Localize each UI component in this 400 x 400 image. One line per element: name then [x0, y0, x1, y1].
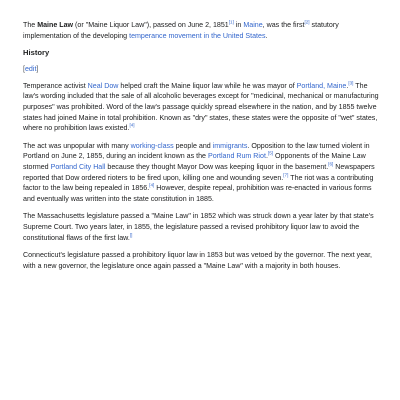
paragraph-riot: [23, 141, 379, 205]
citation-1[interactable]: [1]: [228, 19, 234, 25]
text: helped craft the Maine liquor law while he was mayor of: [118, 81, 297, 90]
citation-6[interactable]: [6]: [328, 161, 334, 167]
text: The: [23, 21, 38, 29]
citation-2[interactable]: [2]: [304, 19, 310, 25]
text: However, despite repeal, prohibition was re-enacted in various forms and eventually was written into the state constitution in 1885.: [23, 184, 372, 203]
paragraph-massachusetts: [23, 211, 379, 243]
citation-8[interactable]: [4]: [149, 182, 155, 188]
link-portland-maine[interactable]: Portland, Maine: [296, 81, 347, 90]
text: , was the first: [262, 21, 305, 29]
link-neal-dow[interactable]: Neal Dow: [87, 81, 119, 90]
citation-4[interactable]: [4]: [129, 122, 135, 128]
text: The law's wording included that the sale of all alcoholic beverages except for "medicinal, mechanical or manufacturing purposes" was prohibited. Word of the law's passage quickly spread elsewhere in the nation, and by 1855 twelve states had joined Maine in total prohibition. Known as "dry" states, these states were the opposite of "wet" states, where no prohibition laws existed.: [23, 81, 379, 133]
text: in: [233, 21, 244, 29]
article-title-bold: Maine Law: [37, 21, 74, 29]
bracket: [: [23, 65, 25, 74]
citation-7[interactable]: [7]: [283, 172, 289, 178]
link-immigrants[interactable]: immigrants: [212, 141, 248, 150]
citation-5[interactable]: [5]: [267, 150, 274, 156]
text: The act was unpopular with many: [23, 141, 131, 150]
text: .: [265, 31, 268, 40]
link-portland-rum-riot[interactable]: Portland Rum Riot: [207, 152, 266, 161]
text: Temperance activist: [23, 81, 88, 90]
link-working-class[interactable]: working-class: [130, 141, 174, 150]
paragraph-connecticut: [23, 250, 379, 271]
edit-link[interactable]: edit: [24, 65, 37, 74]
citation-9[interactable]: []: [129, 232, 133, 238]
text: .: [346, 81, 349, 90]
edit-section: [23, 64, 379, 75]
text: The Massachusetts legislature passed a "Maine Law" in 1852 which was struck down a year later by that state's Supreme Court. Two years later, in 1855, the legislature passed a revised prohibitory liquor law to avoid the constitutional flaws of the first law.: [23, 212, 374, 242]
text: .: [265, 152, 268, 161]
text: Connecticut's legislature passed a prohibitory liquor law in 1853 but was vetoed by the governor. The next year, with a new governor, the legislature once again passed a "Maine Law" with a majority in both houses.: [23, 251, 373, 270]
text: people and: [173, 141, 213, 150]
text: Opponents of the Maine Law stormed: [23, 152, 366, 171]
intro-paragraph: [23, 20, 379, 41]
article-body: [23, 20, 379, 278]
text: . Opposition to the law turned violent in Portland on June 2, 1855, during an incident known as the: [23, 141, 370, 161]
text: (or "Maine Liquor Law"), passed on June 2, 1851: [73, 21, 229, 29]
citation-3[interactable]: [3]: [348, 80, 354, 86]
bracket: ]: [36, 65, 39, 74]
section-heading-history: History: [23, 48, 50, 58]
text: statutory implementation of the developing: [23, 21, 339, 40]
text: Newspapers reported that Dow ordered rioters to be fired upon, killing one and wounding seven.: [23, 162, 375, 182]
paragraph-dow: [23, 81, 379, 134]
link-maine[interactable]: Maine: [243, 21, 263, 29]
link-portland-city-hall[interactable]: Portland City Hall: [50, 162, 106, 171]
text: because they thought Mayor Dow was keeping liquor in the basement.: [105, 162, 329, 171]
link-temperance-movement[interactable]: temperance movement in the United States: [129, 31, 266, 40]
text: The riot was a contributing factor to the law being repealed in 1856.: [23, 173, 374, 193]
